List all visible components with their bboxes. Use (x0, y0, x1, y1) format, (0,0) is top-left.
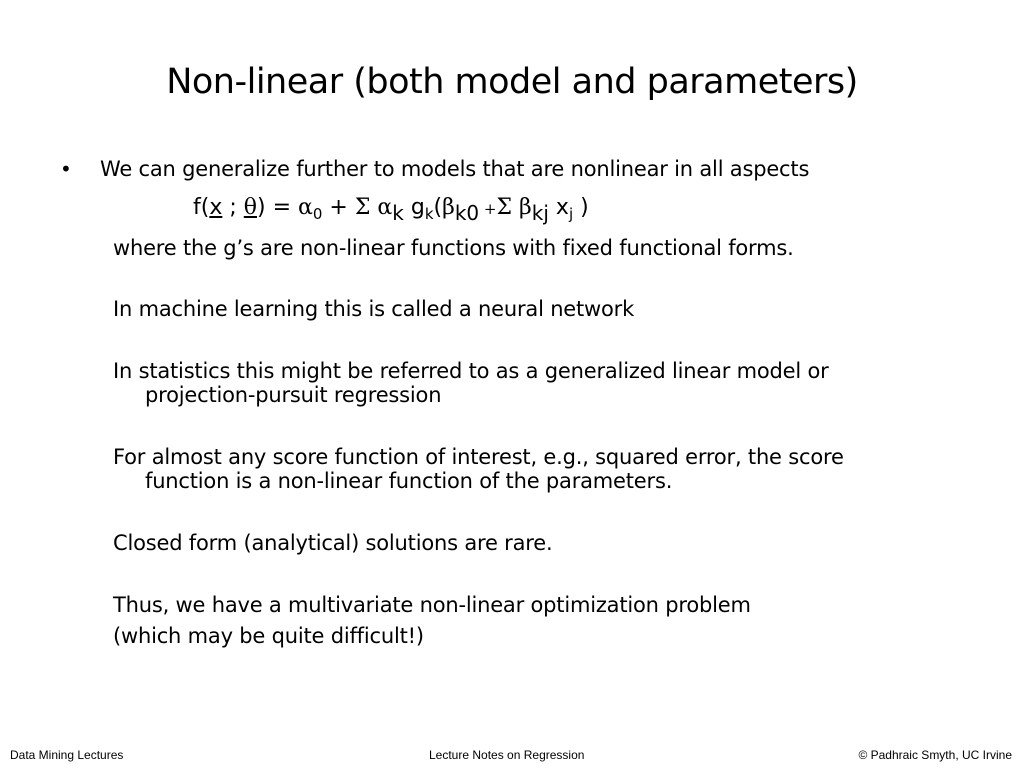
paragraph-statistics (113, 359, 943, 407)
formula-sub-kj: kj (531, 201, 549, 225)
formula-equals: ) = (257, 195, 299, 220)
paragraph-conclusion-line1: Thus, we have a multivariate non-linear optimization problem (113, 593, 751, 617)
formula-sub-0: 0 (312, 205, 323, 223)
footer-center: Lecture Notes on Regression (429, 748, 585, 762)
formula-sub-j: j (568, 205, 574, 223)
formula-plus: + (322, 195, 355, 220)
formula-sub-k: k (392, 201, 404, 225)
formula-alpha: α (298, 195, 313, 220)
formula-g: g (403, 195, 425, 220)
paragraph-conclusion-line2: (which may be quite difficult!) (113, 624, 424, 648)
formula-x-vector: x (209, 195, 223, 220)
formula-beta: β (442, 195, 455, 220)
slide-title: Non-linear (both model and parameters) (166, 62, 858, 102)
formula-paren-open: ( (433, 195, 443, 220)
formula-f: f( (193, 195, 210, 220)
paragraph-closed-form: Closed form (analytical) solutions are rare. (113, 531, 553, 555)
formula (193, 195, 589, 225)
footer-left: Data Mining Lectures (10, 748, 124, 762)
paragraph-statistics-line1: In statistics this might be referred to as a generalized linear model or (113, 359, 829, 383)
bullet-text: We can generalize further to models that are nonlinear in all aspects (100, 157, 810, 181)
paragraph-neural-network: In machine learning this is called a neural network (113, 297, 635, 321)
footer-right: © Padhraic Smyth, UC Irvine (858, 748, 1012, 762)
formula-separator: ; (222, 195, 244, 220)
formula-x-j: x (548, 195, 569, 220)
formula-paren-close: ) (573, 195, 589, 220)
formula-sigma: Σ (354, 195, 371, 220)
formula-beta-2: β (512, 195, 532, 220)
paragraph-score-function (113, 445, 943, 493)
paragraph-score-function-line2: function is a non-linear function of the parameters. (145, 469, 673, 493)
formula-alpha-k: α (377, 195, 393, 220)
formula-sigma-2: Σ (496, 195, 513, 220)
formula-plus-2: + (479, 200, 497, 218)
paragraph-g-functions: where the g’s are non-linear functions with fixed functional forms. (113, 236, 794, 260)
formula-theta-vector: θ (243, 195, 258, 220)
paragraph-score-function-line1: For almost any score function of interest, e.g., squared error, the score (113, 445, 844, 469)
bullet-marker: • (60, 157, 72, 181)
paragraph-statistics-line2: projection-pursuit regression (145, 383, 442, 407)
formula-sub-gk: k (424, 205, 434, 223)
formula-sub-k0: k0 (454, 201, 480, 225)
